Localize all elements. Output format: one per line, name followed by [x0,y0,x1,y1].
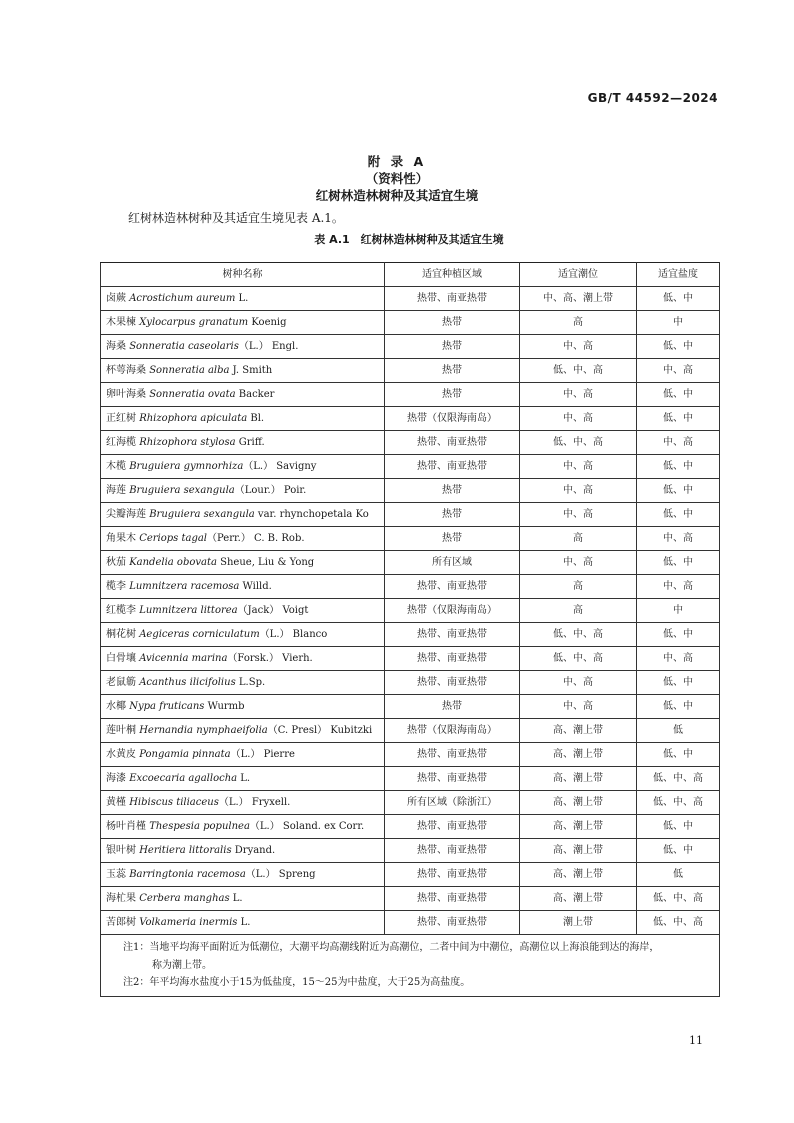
salinity-cell: 中、高 [637,527,720,551]
chinese-name: 白骨壤 [106,653,140,664]
tide-level-cell: 中、高 [520,479,637,503]
page-number: 11 [689,1034,703,1047]
planting-region-cell: 热带（仅限海南岛） [385,599,520,623]
species-name-cell [101,815,385,839]
scientific-name: Thespesia populnea [149,821,250,832]
chinese-name: 银叶树 [106,845,140,856]
table-row [101,311,720,335]
species-name-cell [101,407,385,431]
chinese-name: 玉蕊 [106,869,130,880]
chinese-name: 水黄皮 [106,749,140,760]
chinese-name: 榄李 [106,581,130,592]
table-row [101,863,720,887]
tide-level-cell: 潮上带 [520,911,637,935]
salinity-cell: 低 [637,863,720,887]
species-name-cell [101,503,385,527]
tide-level-cell: 低、中、高 [520,431,637,455]
header-tide-level: 适宜潮位 [520,263,637,287]
chinese-name: 苦郎树 [106,917,140,928]
salinity-cell: 低、中 [637,839,720,863]
salinity-cell: 低、中、高 [637,887,720,911]
scientific-name: Kandelia obovata [129,557,217,568]
tide-level-cell: 中、高、潮上带 [520,287,637,311]
tide-level-cell: 中、高 [520,695,637,719]
species-name-cell [101,311,385,335]
tide-level-cell: 高 [520,575,637,599]
planting-region-cell: 热带、南亚热带 [385,863,520,887]
tide-level-cell: 高 [520,599,637,623]
chinese-name: 海漆 [106,773,130,784]
planting-region-cell: 热带 [385,335,520,359]
author-citation: （Lour.） Poir. [234,485,307,496]
author-citation: Sheue, Liu & Yong [216,557,315,568]
scientific-name: Ceriops tagal [139,533,208,544]
planting-region-cell: 热带 [385,311,520,335]
planting-region-cell: 热带、南亚热带 [385,767,520,791]
salinity-cell: 中 [637,311,720,335]
planting-region-cell: 热带、南亚热带 [385,647,520,671]
author-citation: （L.） Blanco [259,629,328,640]
table-row [101,671,720,695]
table-caption: 表 A.1 红树林造林树种及其适宜生境 [314,233,504,246]
table-notes-row [101,935,720,997]
species-name-cell [101,887,385,911]
tide-level-cell: 高、潮上带 [520,743,637,767]
chinese-name: 红海榄 [106,437,140,448]
tide-level-cell: 中、高 [520,503,637,527]
tide-level-cell: 中、高 [520,551,637,575]
table-row [101,479,720,503]
table-notes [101,935,720,997]
planting-region-cell: 热带、南亚热带 [385,455,520,479]
chinese-name: 卤蕨 [106,293,130,304]
salinity-cell: 低、中 [637,287,720,311]
planting-region-cell: 热带、南亚热带 [385,287,520,311]
author-citation: （L.） Savigny [243,461,317,472]
chinese-name: 杨叶肖槿 [106,821,150,832]
table-header-row [101,263,720,287]
table-row [101,383,720,407]
salinity-cell: 低、中 [637,743,720,767]
note-2: 注2：年平均海水盐度小于15为低盐度，15～25为中盐度，大于25为高盐度。 [123,977,471,988]
intro-paragraph: 红树林造林树种及其适宜生境见表 A.1。 [128,211,344,225]
tide-level-cell: 中、高 [520,335,637,359]
salinity-cell: 低、中 [637,407,720,431]
planting-region-cell: 热带 [385,695,520,719]
salinity-cell: 低、中 [637,695,720,719]
table-row [101,575,720,599]
note-1-continued: 称为潮上带。 [152,959,212,971]
scientific-name: Rhizophora apiculata [139,413,248,424]
chinese-name: 红榄李 [106,605,140,616]
author-citation: Dryand. [231,845,276,856]
tide-level-cell: 中、高 [520,671,637,695]
chinese-name: 木果楝 [106,317,140,328]
species-name-cell [101,455,385,479]
species-name-cell [101,479,385,503]
planting-region-cell: 热带、南亚热带 [385,911,520,935]
chinese-name: 尖瓣海莲 [106,509,150,520]
species-name-cell [101,695,385,719]
author-citation: L. [229,893,243,904]
author-citation: J. Smith [229,365,273,376]
species-name-cell [101,575,385,599]
header-species-name: 树种名称 [101,263,385,287]
tide-level-cell: 中、高 [520,455,637,479]
species-name-cell [101,383,385,407]
salinity-cell: 低、中 [637,335,720,359]
chinese-name: 角果木 [106,533,140,544]
tide-level-cell: 高、潮上带 [520,815,637,839]
species-name-cell [101,863,385,887]
table-row [101,455,720,479]
author-citation: （Perr.） C. B. Rob. [207,533,305,544]
salinity-cell: 低、中 [637,815,720,839]
author-citation: （Forsk.） Vierh. [227,653,313,664]
salinity-cell: 低、中、高 [637,767,720,791]
scientific-name: Hibiscus tiliaceus [129,797,219,808]
species-name-cell [101,599,385,623]
planting-region-cell: 所有区域（除浙江） [385,791,520,815]
author-citation: （L.） Spreng [245,869,316,880]
species-name-cell [101,647,385,671]
tide-level-cell: 高、潮上带 [520,767,637,791]
author-citation: L.Sp. [235,677,266,688]
species-name-cell [101,839,385,863]
author-citation: Bl. [247,413,265,424]
chinese-name: 水椰 [106,701,130,712]
scientific-name: Barringtonia racemosa [129,869,246,880]
chinese-name: 老鼠簕 [106,677,140,688]
scientific-name: Volkameria inermis [139,917,238,928]
table-row [101,551,720,575]
author-citation: Backer [235,389,275,400]
species-name-cell [101,623,385,647]
tide-level-cell: 低、中、高 [520,359,637,383]
scientific-name: Cerbera manghas [139,893,230,904]
author-citation: Griff. [235,437,265,448]
chinese-name: 海杧果 [106,893,140,904]
scientific-name: Hernandia nymphaeifolia [139,725,268,736]
table-row [101,503,720,527]
planting-region-cell: 所有区域 [385,551,520,575]
scientific-name: Bruguiera gymnorhiza [129,461,244,472]
table-row [101,719,720,743]
scientific-name: Lumnitzera littorea [139,605,238,616]
salinity-cell: 中、高 [637,431,720,455]
salinity-cell: 低、中 [637,383,720,407]
table-row [101,767,720,791]
header-planting-region: 适宜种植区域 [385,263,520,287]
author-citation: Wurmb [204,701,245,712]
tide-level-cell: 高 [520,527,637,551]
salinity-cell: 低、中 [637,623,720,647]
chinese-name: 正红树 [106,413,140,424]
species-name-cell [101,359,385,383]
species-name-cell [101,911,385,935]
species-name-cell [101,743,385,767]
tide-level-cell: 中、高 [520,407,637,431]
planting-region-cell: 热带 [385,383,520,407]
planting-region-cell: 热带、南亚热带 [385,671,520,695]
species-name-cell [101,527,385,551]
scientific-name: Excoecaria agallocha [129,773,238,784]
chinese-name: 木榄 [106,461,130,472]
planting-region-cell: 热带（仅限海南岛） [385,407,520,431]
planting-region-cell: 热带、南亚热带 [385,431,520,455]
author-citation: L. [235,293,249,304]
salinity-cell: 低、中 [637,503,720,527]
table-row [101,599,720,623]
salinity-cell: 中 [637,599,720,623]
planting-region-cell: 热带（仅限海南岛） [385,719,520,743]
author-citation: （Jack） Voigt [237,605,309,616]
tide-level-cell: 高、潮上带 [520,719,637,743]
annex-kind: （资料性） [365,171,429,186]
tide-level-cell: 高 [520,311,637,335]
scientific-name: Rhizophora stylosa [139,437,236,448]
planting-region-cell: 热带、南亚热带 [385,839,520,863]
annex-title: 附 录 A [367,154,427,169]
scientific-name: Aegiceras corniculatum [139,629,260,640]
standard-number: GB/T 44592—2024 [587,91,718,105]
chinese-name: 莲叶桐 [106,725,140,736]
table-row [101,743,720,767]
species-name-cell [101,287,385,311]
tide-level-cell: 高、潮上带 [520,839,637,863]
author-citation: （L.） Engl. [238,341,299,352]
annex-name: 红树林造林树种及其适宜生境 [315,188,479,203]
chinese-name: 黄槿 [106,797,130,808]
planting-region-cell: 热带 [385,503,520,527]
salinity-cell: 低、中 [637,671,720,695]
planting-region-cell: 热带、南亚热带 [385,623,520,647]
salinity-cell: 低、中 [637,479,720,503]
author-citation: Willd. [239,581,272,592]
chinese-name: 卵叶海桑 [106,389,150,400]
tide-level-cell: 高、潮上带 [520,863,637,887]
planting-region-cell: 热带 [385,479,520,503]
scientific-name: Sonneratia ovata [149,389,236,400]
species-name-cell [101,719,385,743]
species-name-cell [101,335,385,359]
table-row [101,887,720,911]
chinese-name: 秋茄 [106,557,130,568]
salinity-cell: 低、中、高 [637,911,720,935]
scientific-name: Bruguiera sexangula [149,509,255,520]
table-row [101,335,720,359]
table-row [101,695,720,719]
salinity-cell: 低、中 [637,551,720,575]
table-row [101,791,720,815]
salinity-cell: 中、高 [637,359,720,383]
planting-region-cell: 热带、南亚热带 [385,815,520,839]
chinese-name: 海莲 [106,485,130,496]
salinity-cell: 中、高 [637,647,720,671]
author-citation: （C. Presl） Kubitzki [267,725,373,736]
author-citation: var. rhynchopetala Ko [254,509,369,520]
species-name-cell [101,791,385,815]
chinese-name: 海桑 [106,341,130,352]
author-citation: L. [237,773,251,784]
note-1: 注1：当地平均海平面附近为低潮位，大潮平均高潮线附近为高潮位，二者中间为中潮位，高潮位以上海浪能到达的海岸， [123,942,660,953]
planting-region-cell: 热带 [385,359,520,383]
table-body [101,287,720,935]
salinity-cell: 低、中、高 [637,791,720,815]
tide-level-cell: 低、中、高 [520,623,637,647]
tide-level-cell: 低、中、高 [520,647,637,671]
scientific-name: Sonneratia alba [149,365,230,376]
planting-region-cell: 热带、南亚热带 [385,575,520,599]
scientific-name: Acrostichum aureum [129,293,236,304]
author-citation: （L.） Fryxell. [218,797,291,808]
species-name-cell [101,671,385,695]
species-name-cell [101,767,385,791]
author-citation: （L.） Soland. ex Corr. [249,821,365,832]
chinese-name: 杯萼海桑 [106,365,150,376]
tide-level-cell: 高、潮上带 [520,791,637,815]
table-row [101,815,720,839]
scientific-name: Pongamia pinnata [139,749,231,760]
author-citation: Koenig [248,317,287,328]
planting-region-cell: 热带 [385,527,520,551]
scientific-name: Avicennia marina [139,653,228,664]
salinity-cell: 低、中 [637,455,720,479]
header-salinity: 适宜盐度 [637,263,720,287]
salinity-cell: 低 [637,719,720,743]
tide-level-cell: 高、潮上带 [520,887,637,911]
scientific-name: Heritiera littoralis [139,845,232,856]
chinese-name: 桐花树 [106,629,140,640]
table-row [101,287,720,311]
table-row [101,527,720,551]
scientific-name: Sonneratia caseolaris [129,341,239,352]
author-citation: L. [237,917,251,928]
planting-region-cell: 热带、南亚热带 [385,743,520,767]
table-row [101,359,720,383]
author-citation: （L.） Pierre [230,749,295,760]
table-row [101,407,720,431]
table-row [101,431,720,455]
salinity-cell: 中、高 [637,575,720,599]
table-row [101,911,720,935]
species-name-cell [101,551,385,575]
scientific-name: Acanthus ilicifolius [139,677,236,688]
table-row [101,839,720,863]
scientific-name: Xylocarpus granatum [139,317,249,328]
scientific-name: Nypa fruticans [129,701,205,712]
scientific-name: Lumnitzera racemosa [129,581,240,592]
species-name-cell [101,431,385,455]
scientific-name: Bruguiera sexangula [129,485,235,496]
tide-level-cell: 中、高 [520,383,637,407]
table-row [101,647,720,671]
planting-region-cell: 热带、南亚热带 [385,887,520,911]
species-table [100,262,720,997]
table-row [101,623,720,647]
